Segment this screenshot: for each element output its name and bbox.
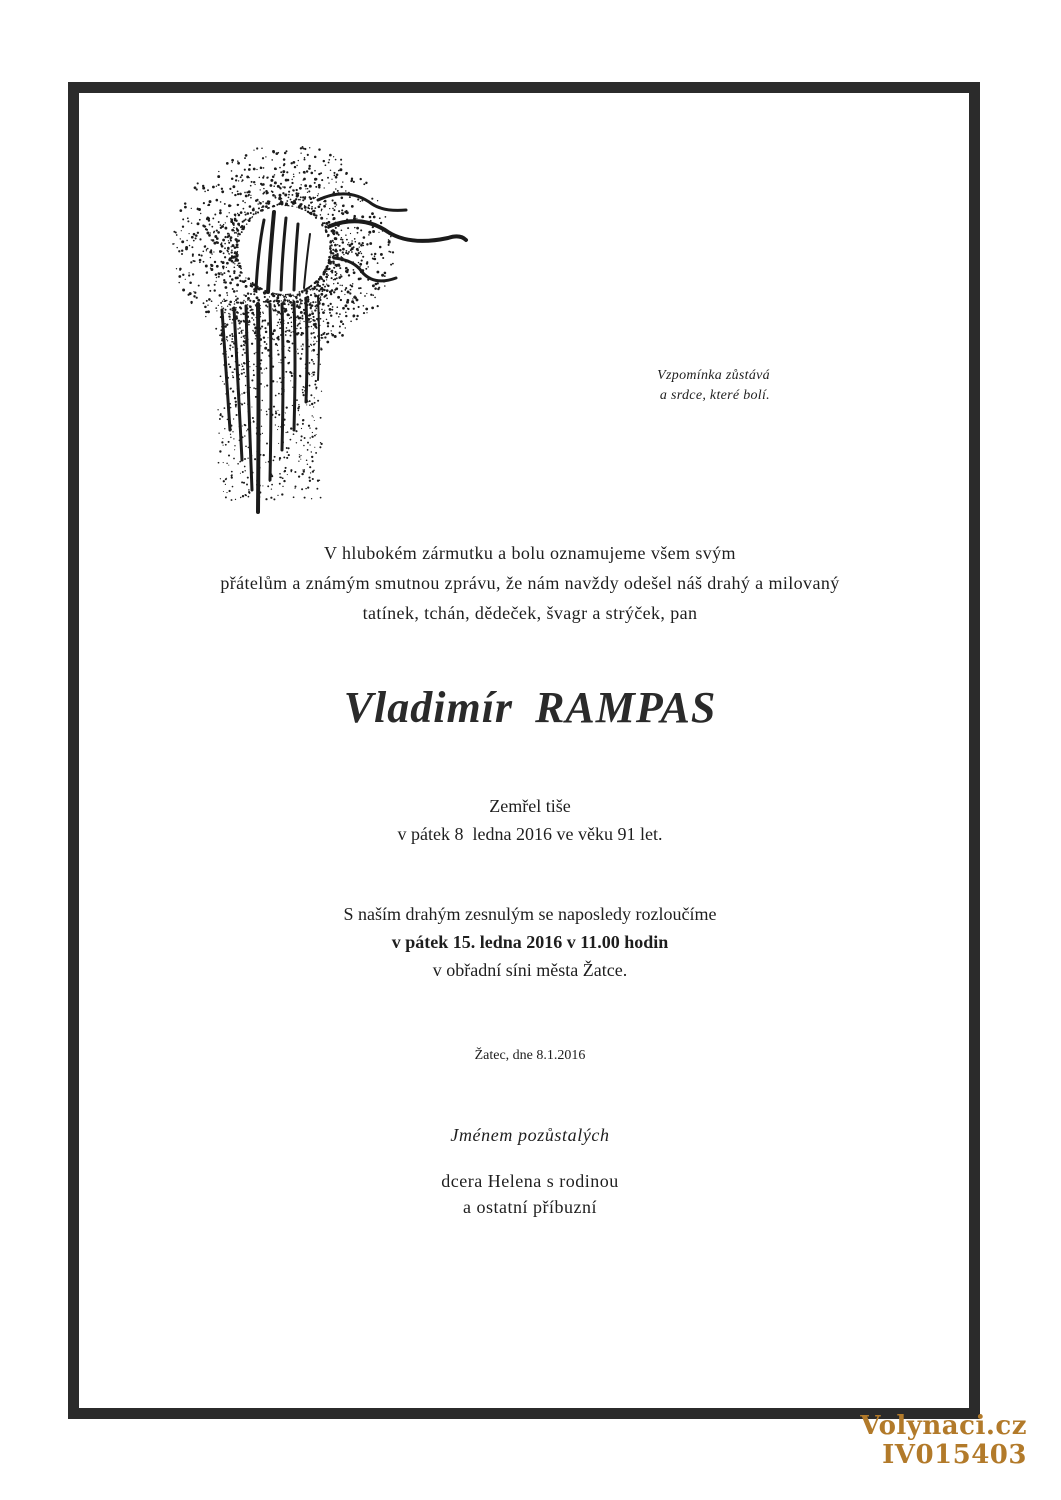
funeral-line-1: S naším drahým zesnulým se naposledy rozloučíme [343, 904, 717, 924]
funeral-date-time: v pátek 15. ledna 2016 v 11.00 hodin [391, 932, 669, 952]
deceased-last-name: RAMPAS [535, 683, 717, 732]
watermark-site: Volynaci.cz [860, 1411, 1027, 1441]
place-and-date: Žatec, dne 8.1.2016 [474, 1048, 586, 1063]
death-line-1: Zemřel tiše [489, 796, 571, 816]
motto-quote [540, 366, 770, 406]
funeral-notice [100, 900, 960, 984]
motto-line-1: Vzpomínka zůstává [657, 368, 770, 383]
deceased-name [100, 678, 960, 738]
watermark-id: IV015403 [882, 1440, 1027, 1470]
signers [100, 1168, 960, 1220]
on-behalf-heading: Jménem pozůstalých [450, 1125, 610, 1145]
death-notice [100, 792, 960, 848]
intro-line-1: V hlubokém zármutku a bolu oznamujeme všem svým [324, 543, 736, 563]
motto-line-2: a srdce, které bolí. [659, 388, 770, 403]
funeral-location: v obřadní síni města Žatce. [432, 960, 628, 980]
intro-line-3: tatínek, tchán, dědeček, švagr a strýček, pan [362, 603, 698, 623]
sun-reeds-emblem-icon [148, 140, 478, 520]
source-watermark [860, 1412, 1027, 1470]
signer-line-2: a ostatní příbuzní [463, 1197, 597, 1217]
announcement-text [100, 538, 960, 628]
death-line-2: v pátek 8 ledna 2016 ve věku 91 let. [397, 824, 663, 844]
signer-line-1: dcera Helena s rodinou [441, 1171, 619, 1191]
intro-line-2: přátelům a známým smutnou zprávu, že nám navždy odešel náš drahý a milovaný [220, 573, 840, 593]
deceased-first-name: Vladimír [343, 683, 514, 732]
